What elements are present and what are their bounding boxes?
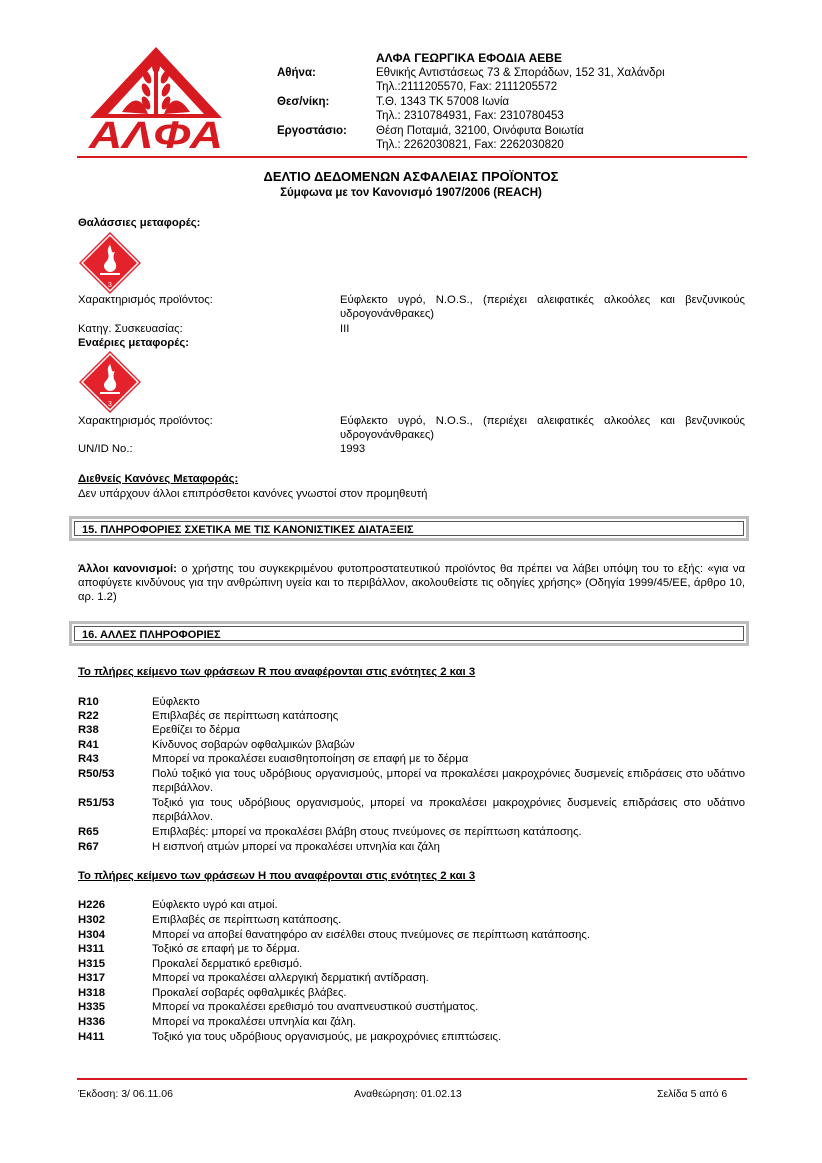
r-code: R10 (78, 696, 99, 708)
r-phrases-heading: Το πλήρες κείμενο των φράσεων R που αναφέρονται στις ενότητες 2 και 3 (78, 666, 476, 678)
h-code: H304 (78, 929, 106, 941)
intl-rules-heading: Διεθνείς Κανόνες Μεταφοράς: (78, 473, 239, 485)
r-text: Κίνδυνος σοβαρών οφθαλμικών βλαβών (152, 739, 355, 751)
hazard-class-number: 3 (108, 282, 112, 289)
h-code: H315 (78, 958, 106, 970)
intl-rules-text: Δεν υπάρχουν άλλοι επιπρόσθετοι κανόνες γνωστοί στον προμηθευτή (78, 488, 428, 500)
h-text: Προκαλεί δερματικό ερεθισμό. (152, 958, 303, 970)
section-15-header (69, 516, 749, 541)
flammable-hazard-icon (78, 231, 142, 295)
r-text: Ερεθίζει το δέρμα (152, 724, 240, 736)
h-text: Προκαλεί σοβαρές οφθαλμικές βλάβες. (152, 987, 347, 999)
h-code: H335 (78, 1001, 106, 1013)
h-code: H411 (78, 1031, 105, 1043)
office-athens-label: Αθήνα: (277, 67, 316, 79)
office-thess-label: Θεσ/νίκη: (277, 96, 330, 108)
air-product-value: Εύφλεκτο υγρό, N.O.S., (περιέχει αλειφατικές αλκοόλες και βενζυνικούς υδρογονάνθρακες) (340, 415, 745, 441)
r-code: R22 (78, 710, 99, 722)
h-code: H302 (78, 914, 106, 926)
flammable-hazard-icon (78, 350, 142, 414)
footer-page-number: Σελίδα 5 από 6 (657, 1088, 728, 1100)
document-subtitle: Σύμφωνα με τον Κανονισμό 1907/2006 (REACH) (280, 187, 542, 199)
r-code: R67 (78, 841, 99, 853)
r-code: R51/53 (78, 797, 115, 809)
h-text: Επιβλαβές σε περίπτωση κατάποσης. (152, 914, 342, 926)
h-text: Μπορεί να προκαλέσει υπνηλία και ζάλη. (152, 1016, 356, 1028)
section-16-title: 16. ΑΛΛΕΣ ΠΛΗΡΟΦΟΡΙΕΣ (74, 626, 744, 641)
r-text: Εύφλεκτο (152, 696, 200, 708)
factory-address: Θέση Ποταμιά, 32100, Οινόφυτα Βοιωτία (376, 125, 584, 137)
factory-phone: Τηλ.: 2262030821, Fax: 2262030820 (376, 139, 564, 151)
sea-packing-value: III (340, 323, 350, 335)
r-code: R50/53 (78, 768, 115, 780)
h-code: H318 (78, 987, 106, 999)
sea-product-value: Εύφλεκτο υγρό, N.O.S., (περιέχει αλειφατικές αλκοόλες και βενζυνικούς υδρογονάνθρακες) (340, 294, 745, 320)
office-athens-address: Εθνικής Αντιστάσεως 73 & Σποράδων, 152 31, Χαλάνδρι (376, 67, 665, 79)
r-code: R43 (78, 753, 99, 765)
footer-issue: Έκδοση: 3/ 06.11.06 (78, 1088, 173, 1100)
r-code: R41 (78, 739, 99, 751)
h-text: Μπορεί να προκαλέσει ερεθισμό του αναπνευστικού συστήματος. (152, 1001, 479, 1013)
un-id-label: UN/ID No.: (78, 443, 133, 455)
sea-transport-heading: Θαλάσσιες μεταφορές: (78, 217, 201, 229)
hazard-class-number: 3 (108, 401, 112, 408)
h-code: H336 (78, 1016, 106, 1028)
r-text: Πολύ τοξικό για τους υδρόβιους οργανισμούς, μπορεί να προκαλέσει μακροχρόνιες δυσμενείς επιδράσεις στο υδάτινο περιβάλλον. (152, 768, 745, 794)
logo-text: ΑΛΦΑ (87, 115, 223, 150)
r-code: R38 (78, 724, 99, 736)
r-code: R65 (78, 826, 99, 838)
sea-packing-label: Κατηγ. Συσκευασίας: (78, 323, 183, 335)
company-name: ΑΛΦΑ ΓΕΩΡΓΙΚΑ ΕΦΟΔΙΑ ΑΕΒΕ (376, 51, 562, 65)
h-code: H226 (78, 899, 106, 911)
r-text: Επιβλαβές σε περίπτωση κατάποσης (152, 710, 339, 722)
air-product-label: Χαρακτηρισμός προϊόντος: (78, 415, 213, 427)
h-code: H311 (78, 943, 105, 955)
section-15-paragraph (78, 562, 745, 604)
r-text: Τοξικό για τους υδρόβιους οργανισμούς, μπορεί να προκαλέσει μακροχρόνιες δυσμενείς επιδράσεις στο υδάτινο περιβάλλον. (152, 797, 745, 823)
h-phrases-heading: Το πλήρες κείμενο των φράσεων H που αναφέρονται στις ενότητες 2 και 3 (78, 870, 476, 882)
document-title: ΔΕΛΤΙΟ ΔΕΔΟΜΕΝΩΝ ΑΣΦΑΛΕΙΑΣ ΠΡΟΪΟΝΤΟΣ (263, 169, 559, 184)
office-thess-phone: Τηλ.: 2310784931, Fax: 2310780453 (376, 110, 564, 122)
sea-product-label: Χαρακτηρισμός προϊόντος: (78, 294, 213, 306)
other-regulations-text: ο χρήστης του συγκεκριμένου φυτοπροστατευτικού προϊόντος θα πρέπει να λάβει υπόψη του το εξής: «για να αποφύγετε κινδύνους για την ανθρώπινη υγεία και το περιβάλλον, ακολουθείστε τις οδηγίες χρήσης» (Οδηγία 1999/45/ΕΕ, άρθρο 10, αρ. 1.2) (78, 563, 745, 603)
footer-divider (77, 1078, 747, 1080)
alfa-logo (86, 44, 226, 150)
r-text: Επιβλαβές: μπορεί να προκαλέσει βλάβη στους πνεύμονες σε περίπτωση κατάποσης. (152, 826, 582, 838)
h-code: H317 (78, 972, 106, 984)
factory-label: Εργοστάσιο: (277, 125, 347, 137)
footer-revision: Αναθεώρηση: 01.02.13 (354, 1088, 462, 1100)
un-id-value: 1993 (340, 443, 366, 455)
h-text: Εύφλεκτο υγρό και ατμοί. (152, 899, 278, 911)
r-text: Μπορεί να προκαλέσει ευαισθητοποίηση σε επαφή με το δέρμα (152, 753, 469, 765)
header-divider (77, 156, 747, 158)
h-text: Τοξικό για τους υδρόβιους οργανισμούς, με μακροχρόνιες επιπτώσεις. (152, 1031, 502, 1043)
section-15-title: 15. ΠΛΗΡΟΦΟΡΙΕΣ ΣΧΕΤΙΚΑ ΜΕ ΤΙΣ ΚΑΝΟΝΙΣΤΙΚΕΣ ΔΙΑΤΑΞΕΙΣ (74, 521, 744, 536)
r-text: Η εισπνοή ατμών μπορεί να προκαλέσει υπνηλία και ζάλη (152, 841, 440, 853)
office-athens-phone: Τηλ.:2111205570, Fax: 2111205572 (376, 81, 558, 93)
h-text: Τοξικό σε επαφή με το δέρμα. (152, 943, 300, 955)
air-transport-heading: Εναέριες μεταφορές: (78, 337, 190, 349)
h-text: Μπορεί να προκαλέσει αλλεργική δερματική αντίδραση. (152, 972, 429, 984)
section-16-header (69, 621, 749, 646)
office-thess-address: Τ.Θ. 1343 ΤΚ 57008 Ιωνία (376, 96, 510, 108)
h-text: Μπορεί να αποβεί θανατηφόρο αν εισέλθει στους πνεύμονες σε περίπτωση κατάποσης. (152, 929, 590, 941)
other-regulations-label: Άλλοι κανονισμοί: (78, 563, 177, 575)
